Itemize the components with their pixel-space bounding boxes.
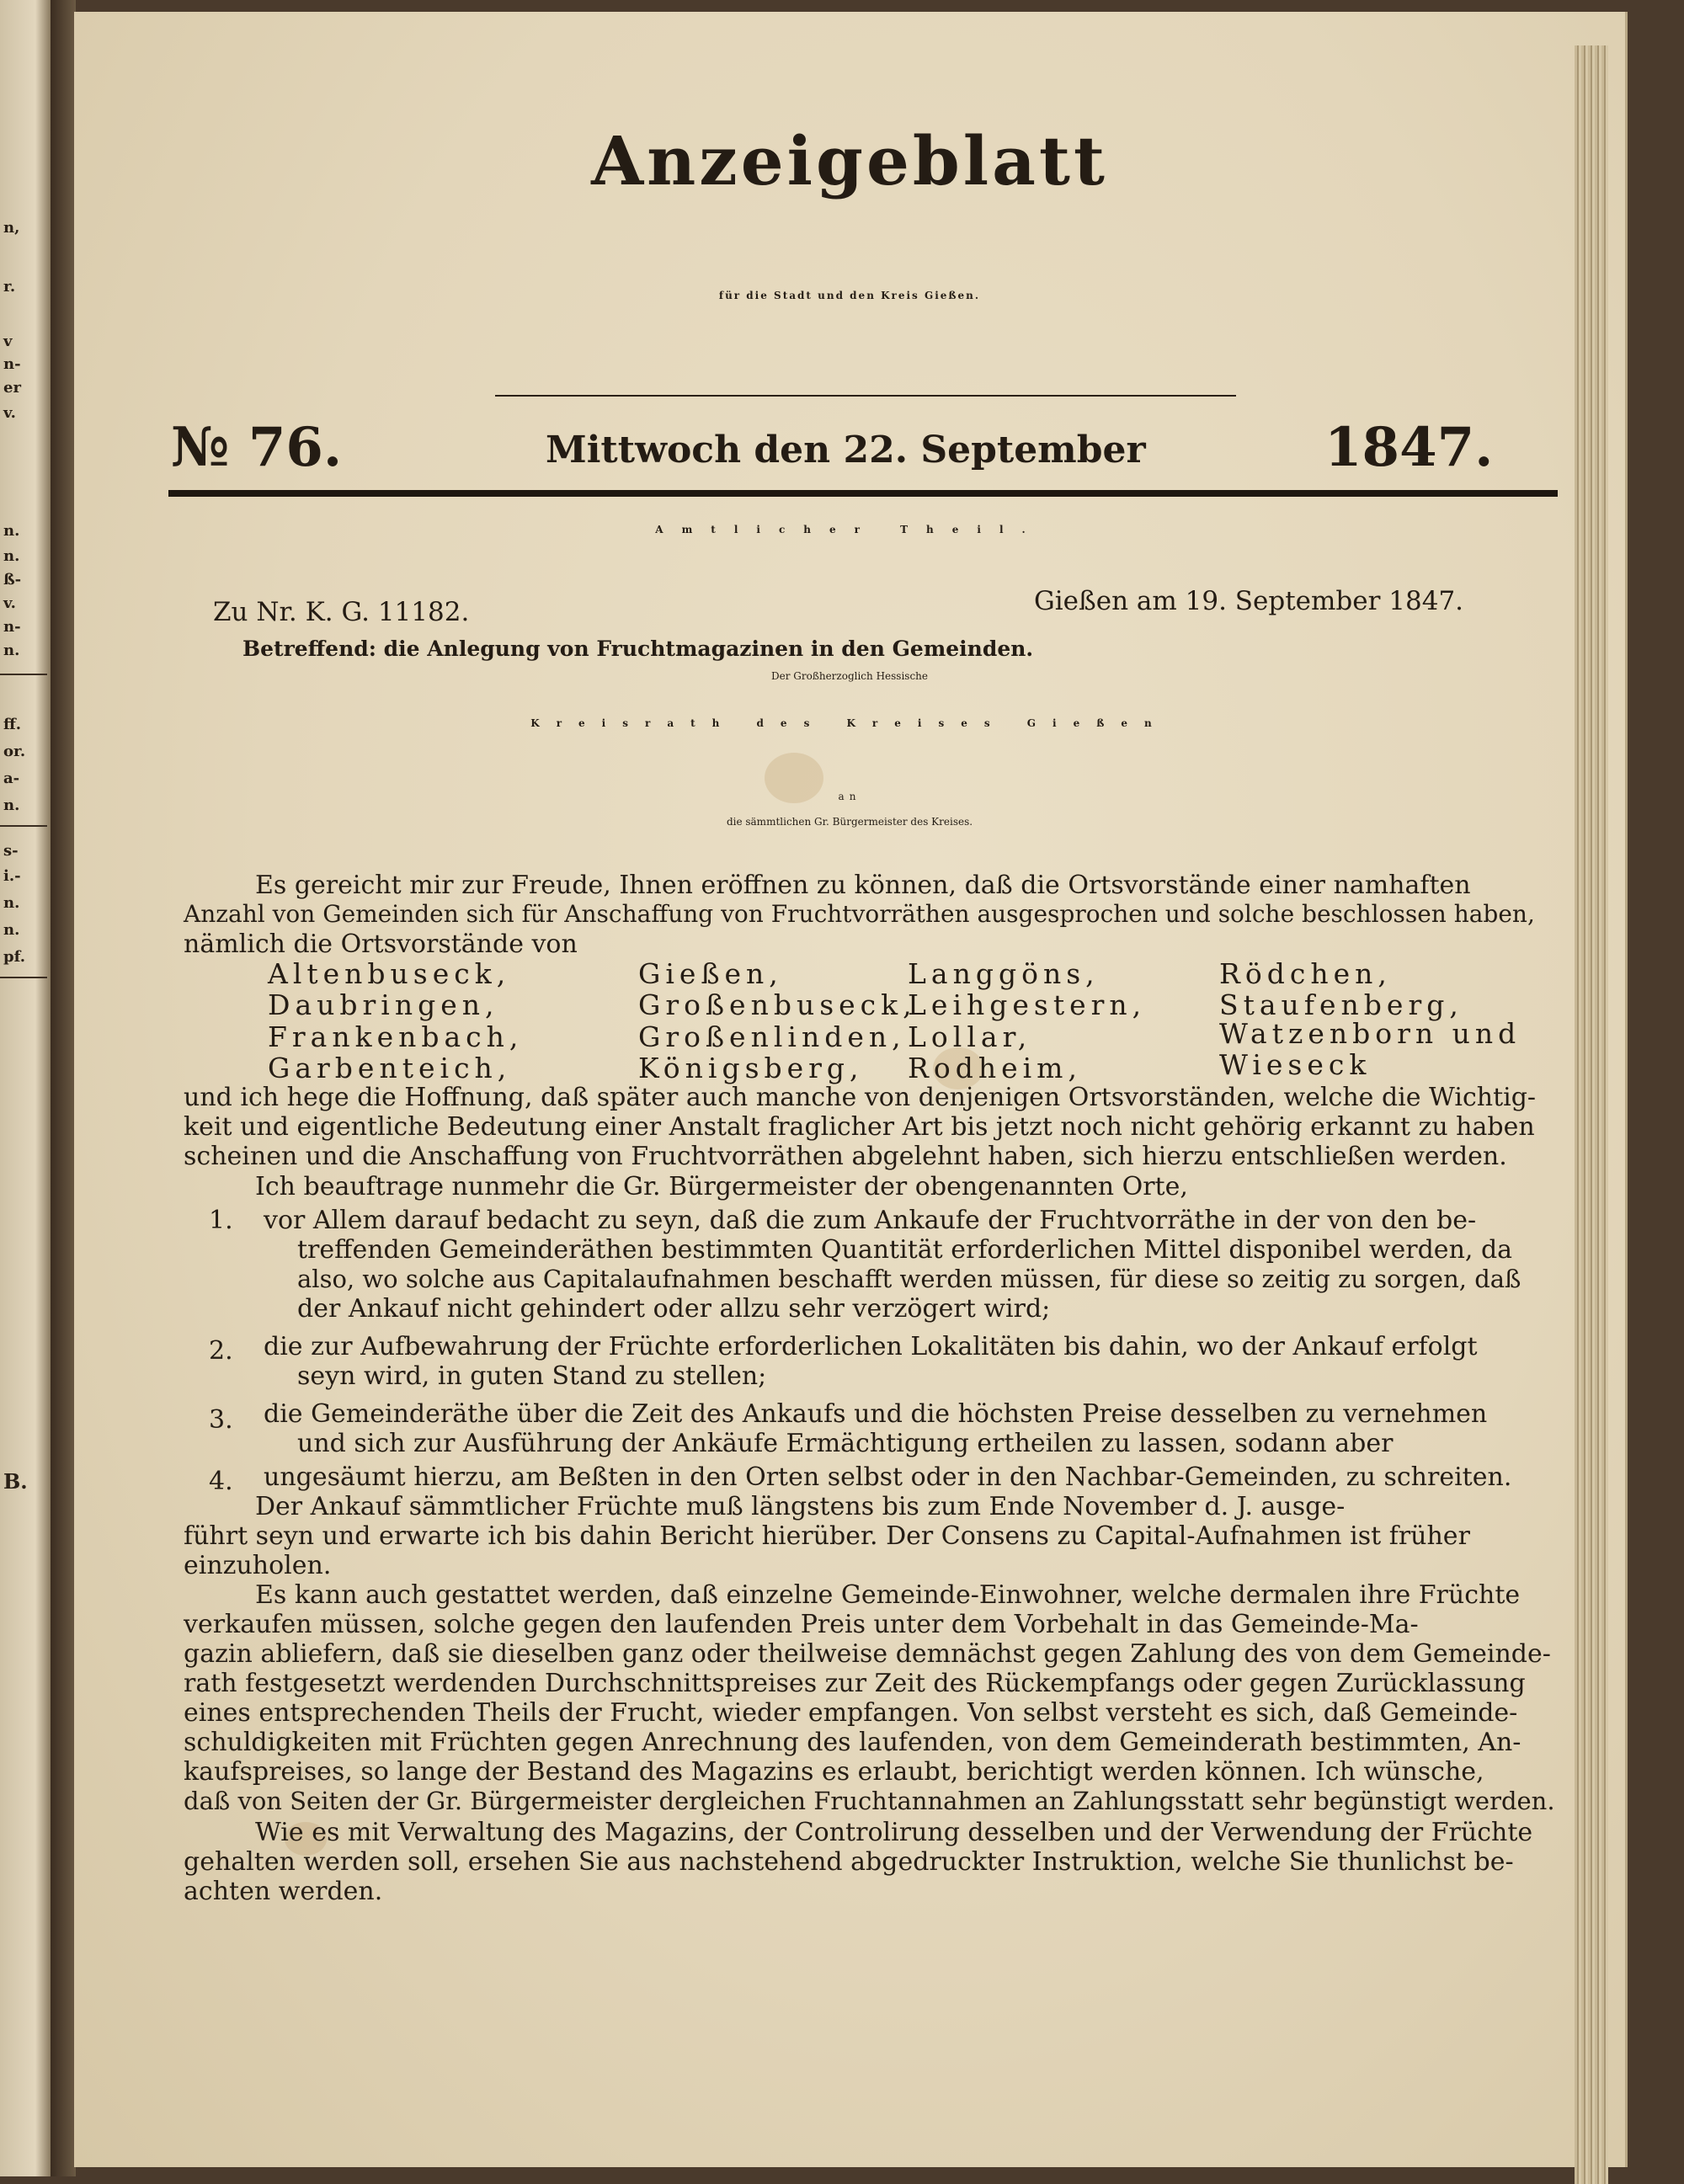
item-line: treffenden Gemeinderäthen bestimmten Quantität erforderlichen Mittel disponibel werden, da: [297, 1235, 1513, 1265]
left-page-fragment: r.: [3, 278, 16, 296]
place-name: Rödchen,: [1219, 957, 1392, 990]
item-line: ungesäumt hierzu, am Beßten in den Orten selbst oder in den Nachbar-Gemeinden, zu schreiten.: [264, 1462, 1512, 1492]
paragraph-line: und ich hege die Hoffnung, daß später auch manche von denjenigen Ortsvorständen, welche die Wichtig-: [184, 1083, 1537, 1112]
paragraph-line: rath festgesetzt werdenden Durchschnittspreises zur Zeit des Rückempfangs oder gegen Zurücklassung: [184, 1669, 1526, 1698]
issuer-line: Der Großherzoglich Hessische: [771, 670, 928, 682]
left-page-fragment: v: [3, 333, 13, 350]
paragraph-line: Der Ankauf sämmtlicher Früchte muß längstens bis zum Ende November d. J. ausge-: [255, 1492, 1346, 1521]
place-name: Lollar,: [908, 1020, 1032, 1053]
left-page-fragment: a-: [3, 770, 20, 787]
paragraph-line: keit und eigentliche Bedeutung einer Anstalt fraglicher Art bis jetzt noch nicht gehörig erkannt zu haben: [184, 1112, 1535, 1142]
paragraph-line: Ich beauftrage nunmehr die Gr. Bürgermeister der obengenannten Orte,: [255, 1172, 1188, 1201]
left-page-fragment: er: [3, 379, 21, 397]
header-rule: [168, 490, 1558, 497]
item-line: also, wo solche aus Capitalaufnahmen beschafft werden müssen, für diese so zeitig zu sorgen, daß: [297, 1265, 1521, 1293]
newspaper-page: [74, 12, 1628, 2167]
masthead-title: Anzeigeblatt: [591, 121, 1108, 200]
paragraph-line: nämlich die Ortsvorstände von: [184, 930, 578, 959]
left-page-fragment: ß-: [3, 571, 22, 589]
place-name: Daubringen,: [268, 988, 499, 1021]
issue-date: Mittwoch den 22. September: [546, 429, 1146, 471]
left-page-fragment: or.: [3, 743, 26, 760]
item-line: seyn wird, in guten Stand zu stellen;: [297, 1361, 767, 1391]
left-page-fragment: B.: [3, 1469, 28, 1494]
item-number: 3.: [209, 1405, 233, 1435]
left-page-fragment: ff.: [3, 716, 22, 733]
place-name: Großenlinden,: [638, 1020, 906, 1053]
paragraph-line: Anzahl von Gemeinden sich für Anschaffung von Fruchtvorräthen ausgesprochen und solche beschlossen haben,: [184, 900, 1535, 928]
masthead-subtitle: für die Stadt und den Kreis Gießen.: [718, 290, 981, 301]
place-name: Altenbuseck,: [268, 957, 511, 990]
place-name: Gießen,: [638, 957, 783, 990]
left-page-fragment: n.: [3, 522, 20, 540]
left-page-fragment: s-: [3, 842, 19, 860]
paragraph-line: Es gereicht mir zur Freude, Ihnen eröffnen zu können, daß die Ortsvorstände einer namhaften: [255, 871, 1471, 900]
paragraph-line: Es kann auch gestattet werden, daß einzelne Gemeinde-Einwohner, welche dermalen ihre Früchte: [255, 1580, 1521, 1610]
paragraph-line: gehalten werden soll, ersehen Sie aus nachstehend abgedruckter Instruktion, welche Sie thunlichst be-: [184, 1847, 1514, 1877]
item-number: 1.: [209, 1206, 233, 1235]
item-line: vor Allem darauf bedacht zu seyn, daß die zum Ankaufe der Fruchtvorräthe in der von den be-: [264, 1206, 1477, 1235]
an-line: an: [838, 791, 861, 802]
masthead-rule: [495, 395, 1236, 397]
left-page-rule: [0, 674, 47, 675]
item-line: die Gemeinderäthe über die Zeit des Ankaufs und die höchsten Preise desselben zu vernehmen: [264, 1399, 1488, 1429]
reference-number: Zu Nr. K. G. 11182.: [213, 597, 470, 627]
paragraph-line: scheinen und die Anschaffung von Fruchtvorräthen abgelehnt haben, sich hierzu entschließen werden.: [184, 1142, 1507, 1171]
left-page-fragment: n.: [3, 796, 20, 814]
paragraph-line: führt seyn und erwarte ich bis dahin Bericht hierüber. Der Consens zu Capital-Aufnahmen ist früher: [184, 1521, 1470, 1551]
place-name: Königsberg,: [638, 1052, 864, 1084]
left-page-fragment: n.: [3, 642, 20, 659]
paragraph-line: einzuholen.: [184, 1551, 332, 1580]
place-name: Rodheim,: [908, 1052, 1082, 1084]
left-page-fragment: n,: [3, 219, 20, 237]
left-page-fragment: n-: [3, 618, 21, 636]
left-page-fragment: n.: [3, 894, 20, 912]
item-line: und sich zur Ausführung der Ankäufe Ermächtigung ertheilen zu lassen, sodann aber: [297, 1429, 1394, 1458]
left-page-fragment: n.: [3, 547, 20, 565]
recipients-line: die sämmtlichen Gr. Bürgermeister des Kreises.: [726, 816, 973, 828]
item-number: 4.: [209, 1467, 233, 1496]
paragraph-line: kaufspreises, so lange der Bestand des Magazins es erlaubt, berichtigt werden können. Ich wünsche,: [184, 1757, 1484, 1787]
issue-year: 1847.: [1324, 416, 1494, 479]
left-page-fragment: i.-: [3, 867, 21, 885]
item-line: die zur Aufbewahrung der Früchte erforderlichen Lokalitäten bis dahin, wo der Ankauf erfolgt: [264, 1332, 1478, 1361]
authority-heading: Kreisrath des Kreises Gießen: [530, 717, 1169, 729]
place-name: Watzenborn und: [1219, 1017, 1521, 1050]
place-name: Leihgestern,: [908, 988, 1147, 1021]
paragraph-line: gazin abliefern, daß sie dieselben ganz oder theilweise demnächst gegen Zahlung des von dem Gemeinde-: [184, 1639, 1551, 1669]
left-page-rule: [0, 825, 47, 827]
left-page-fragment: n-: [3, 355, 21, 373]
item-line: der Ankauf nicht gehindert oder allzu sehr verzögert wird;: [297, 1294, 1051, 1324]
paragraph-line: Wie es mit Verwaltung des Magazins, der Controlirung desselben und der Verwendung der Früchte: [255, 1818, 1533, 1847]
place-name: Langgöns,: [908, 957, 1100, 990]
left-page-fragment: pf.: [3, 948, 25, 966]
paragraph-line: schuldigkeiten mit Früchten gegen Anrechnung des laufenden, von dem Gemeinderath bestimmten, An-: [184, 1728, 1521, 1757]
left-page-fragment: n.: [3, 921, 20, 939]
subject-line: Betreffend: die Anlegung von Fruchtmagazinen in den Gemeinden.: [242, 637, 1034, 661]
place-date: Gießen am 19. September 1847.: [1034, 586, 1464, 616]
paragraph-line: achten werden.: [184, 1877, 383, 1906]
item-number: 2.: [209, 1336, 233, 1366]
place-name: Großenbuseck,: [638, 988, 917, 1021]
book-gutter: [51, 0, 76, 2176]
place-name: Frankenbach,: [268, 1020, 524, 1053]
place-name: Garbenteich,: [268, 1052, 512, 1084]
paragraph-line: verkaufen müssen, solche gegen den laufenden Preis unter dem Vorbehalt in das Gemeinde-Ma-: [184, 1610, 1419, 1639]
paragraph-line: eines entsprechenden Theils der Frucht, wieder empfangen. Von selbst versteht es sich, daß Gemeinde-: [184, 1698, 1518, 1728]
left-facing-page: [0, 0, 51, 2176]
place-name: Staufenberg,: [1219, 988, 1463, 1021]
left-page-fragment: v.: [3, 594, 16, 612]
place-name: Wieseck: [1219, 1048, 1372, 1081]
paragraph-line: daß von Seiten der Gr. Bürgermeister dergleichen Fruchtannahmen an Zahlungsstatt sehr begünstigt werden.: [184, 1787, 1555, 1815]
page-edges: [1575, 45, 1608, 2184]
section-title: Amtlicher Theil.: [655, 524, 1044, 535]
left-page-rule: [0, 977, 47, 978]
issue-number: № 76.: [171, 416, 343, 479]
left-page-fragment: v.: [3, 404, 16, 422]
